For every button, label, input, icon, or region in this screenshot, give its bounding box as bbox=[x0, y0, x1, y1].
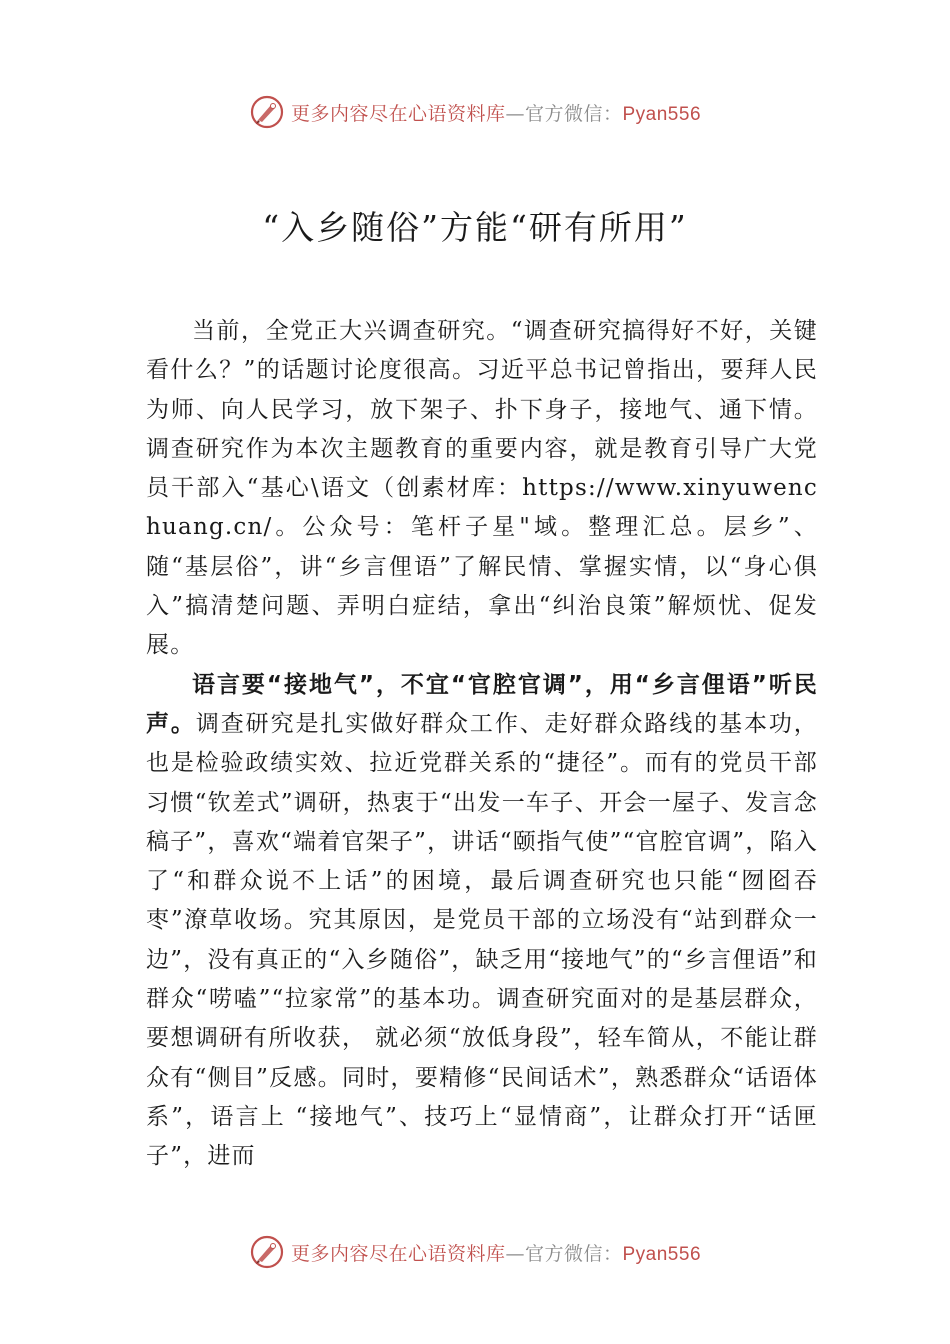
watermark-brand: 更多内容尽在心语资料库 bbox=[290, 1242, 506, 1265]
watermark-wechat-label: 官方微信： bbox=[524, 102, 623, 125]
footer-watermark bbox=[0, 1234, 950, 1270]
paragraph-2 bbox=[146, 666, 818, 1177]
pen-logo-icon bbox=[249, 1234, 285, 1270]
paragraph-2-lead: 语言要“接地气”，不宜“官腔官调”，用“乡言俚语”听民声。 bbox=[146, 671, 818, 737]
watermark-account: Pyan556 bbox=[622, 103, 702, 125]
watermark-account: Pyan556 bbox=[622, 1243, 702, 1265]
watermark-brand: 更多内容尽在心语资料库 bbox=[290, 102, 506, 125]
watermark-text bbox=[291, 99, 701, 126]
watermark-separator: — bbox=[505, 102, 525, 125]
paragraph-1: 当前，全党正大兴调查研究。“调查研究搞得好不好，关键看什么？”的话题讨论度很高。习近平总书记曾指出，要拜人民为师、向人民学习，放下架子、扑下身子，接地气、通下情。调查研究作为本次主题教育的重要内容，就是教育引导广大党员干部入“基心\语文（创素材库：https://www.xinyuwenchuang.cn/。公众号：笔杆子星"域。整理汇总。层乡”、随“基层俗”，讲“乡言俚语”了解民情、掌握实情，以“身心俱入”搞清楚问题、弄明白症结，拿出“纠治良策”解烦忧、促发展。 bbox=[146, 318, 818, 659]
pen-logo-icon bbox=[249, 94, 285, 130]
paragraph-2-body: 调查研究是扎实做好群众工作、走好群众路线的基本功，也是检验政绩实效、拉近党群关系的“捷径”。而有的党员干部习惯“钦差式”调研，热衷于“出发一车子、开会一屋子、发言念稿子”，喜欢“端着官架子”，讲话“颐指气使”“官腔官调”，陷入了“和群众说不上话”的困境，最后调查研究也只能“囫囵吞枣”潦草收场。究其原因，是党员干部的立场没有“站到群众一边”，没有真正的“入乡随俗”，缺乏用“接地气”的“乡言俚语”和群众“唠嗑”“拉家常”的基本功。调查研究面对的是基层群众，要想调研有所收获， 就必须“放低身段”，轻车简从，不能让群众有“侧目”反感。同时，要精修“民间话术”，熟悉群众“话语体系”，语言上 “接地气”、技巧上“显情商”，让群众打开“话匣子”，进而 bbox=[146, 710, 819, 1170]
watermark-text bbox=[291, 1239, 701, 1266]
article-body bbox=[146, 312, 818, 1177]
article-title: “入乡随俗”方能“研有所用” bbox=[262, 208, 688, 247]
watermark-separator: — bbox=[505, 1242, 525, 1265]
header-watermark bbox=[0, 94, 950, 130]
watermark-wechat-label: 官方微信： bbox=[524, 1242, 623, 1265]
